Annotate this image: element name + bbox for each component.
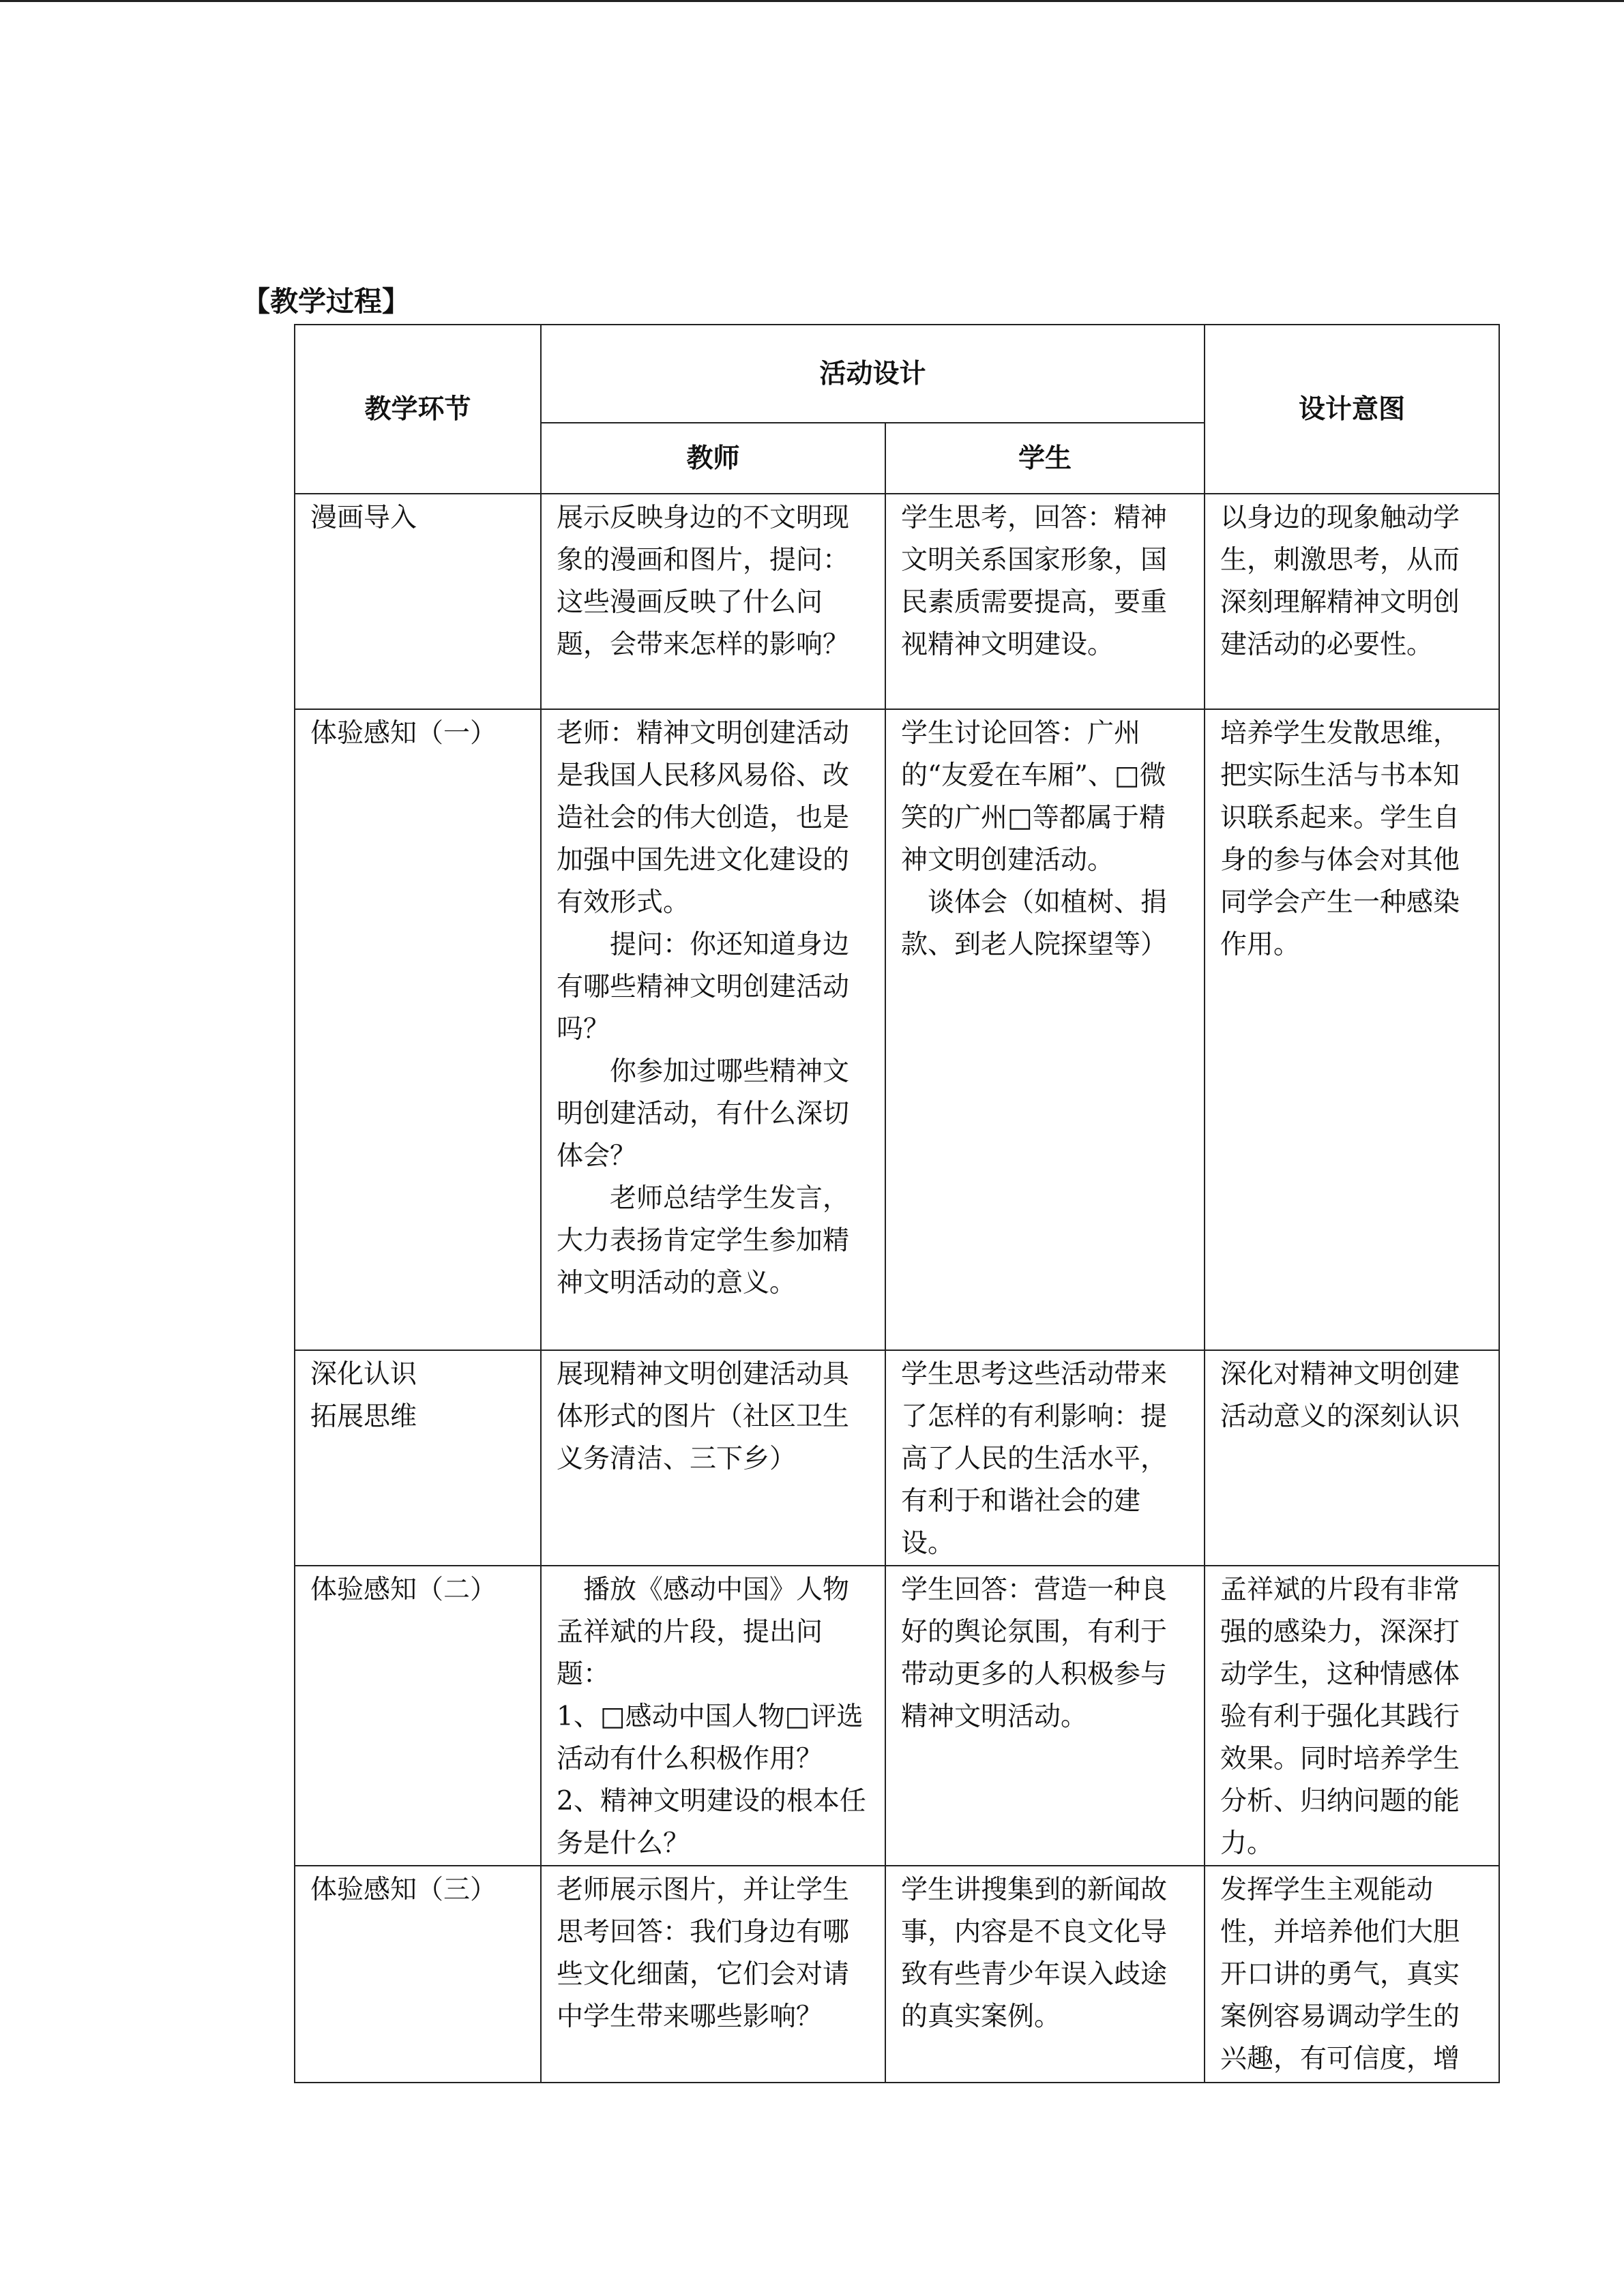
student-cell xyxy=(885,1866,1205,2083)
teacher-text: 提问：你还知道身边有哪些精神文明创建活动吗？ xyxy=(557,929,850,1045)
teacher-cell xyxy=(541,1866,885,2083)
teaching-process-table xyxy=(294,324,1500,2083)
stage-label: 体验感知（二） xyxy=(310,1575,497,1605)
stage-cell xyxy=(295,1866,541,2083)
intent-cell: 培养学生发散思维，把实际生活与书本知识联系起来。学生自身的参与体会对其他同学会产生一种感染作用。 xyxy=(1205,709,1499,1350)
student-cell xyxy=(885,709,1205,1350)
table-row xyxy=(295,1350,1499,1566)
teacher-cell xyxy=(541,494,885,709)
stage-cell xyxy=(295,1350,541,1566)
header-teacher: 教师 xyxy=(541,423,885,494)
stage-label: 体验感知（一） xyxy=(310,718,497,749)
header-student: 学生 xyxy=(885,423,1205,494)
stage-label: 漫画导入 xyxy=(310,503,417,533)
stage-cell xyxy=(295,494,541,709)
section-heading: 【教学过程】 xyxy=(242,285,410,318)
teacher-text: 播放《感动中国》人物孟祥斌的片段，提出问题： xyxy=(557,1575,850,1690)
header-row-top xyxy=(295,325,1499,423)
stage-label: 深化认识 xyxy=(310,1359,417,1390)
teacher-text: 老师展示图片，并让学生思考回答：我们身边有哪些文化细菌，它们会对请中学生带来哪些影响？ xyxy=(557,1875,850,2032)
teacher-text: 老师总结学生发言，大力表扬肯定学生参加精神文明活动的意义。 xyxy=(557,1183,850,1298)
intent-cell: 发挥学生主观能动性，并培养他们大胆开口讲的勇气，真实案例容易调动学生的兴趣，有可信度，增 xyxy=(1205,1866,1499,2083)
stage-label: 拓展思维 xyxy=(310,1401,417,1432)
teacher-cell xyxy=(541,1350,885,1566)
teacher-text: 展示反映身边的不文明现象的漫画和图片，提问：这些漫画反映了什么问题，会带来怎样的影响？ xyxy=(557,503,850,660)
student-cell xyxy=(885,494,1205,709)
teacher-cell xyxy=(541,1566,885,1866)
table-row xyxy=(295,1866,1499,2083)
student-text: 学生思考，回答：精神文明关系国家形象，国民素质需要提高，要重视精神文明建设。 xyxy=(901,503,1168,660)
student-text: 谈体会（如植树、捐款、到老人院探望等） xyxy=(901,887,1168,960)
teacher-text: 老师：精神文明创建活动是我国人民移风易俗、改造社会的伟大创造，也是加强中国先进文化建设的有效形式。 xyxy=(557,718,850,918)
intent-cell: 以身边的现象触动学生，刺激思考，从而深刻理解精神文明创建活动的必要性。 xyxy=(1205,494,1499,709)
table-row xyxy=(295,494,1499,709)
student-text: 学生讲搜集到的新闻故事，内容是不良文化导致有些青少年误入歧途的真实案例。 xyxy=(901,1875,1168,2032)
student-cell xyxy=(885,1566,1205,1866)
stage-cell xyxy=(295,709,541,1350)
teacher-cell xyxy=(541,709,885,1350)
teacher-text: 1、□感动中国人物□评选活动有什么积极作用？ xyxy=(557,1701,863,1774)
teacher-text: 2、精神文明建设的根本任务是什么？ xyxy=(557,1786,866,1859)
stage-label: 体验感知（三） xyxy=(310,1875,497,1905)
header-intent: 设计意图 xyxy=(1205,325,1499,494)
student-text: 学生讨论回答：广州的“友爱在车厢”、□微笑的广州□等都属于精神文明创建活动。 xyxy=(901,718,1166,876)
table-row xyxy=(295,1566,1499,1866)
student-text: 学生思考这些活动带来了怎样的有利影响：提高了人民的生活水平，有利于和谐社会的建设。 xyxy=(901,1359,1168,1559)
intent-cell: 孟祥斌的片段有非常强的感染力，深深打动学生，这种情感体验有利于强化其践行效果。同时培养学生分析、归纳问题的能力。 xyxy=(1205,1566,1499,1866)
table-row xyxy=(295,709,1499,1350)
teacher-text: 你参加过哪些精神文明创建活动，有什么深切体会？ xyxy=(557,1056,850,1172)
stage-cell xyxy=(295,1566,541,1866)
student-text: 学生回答：营造一种良好的舆论氛围，有利于带动更多的人积极参与精神文明活动。 xyxy=(901,1575,1168,1732)
intent-cell: 深化对精神文明创建活动意义的深刻认识 xyxy=(1205,1350,1499,1566)
header-activity: 活动设计 xyxy=(541,325,1205,423)
student-cell xyxy=(885,1350,1205,1566)
teacher-text: 展现精神文明创建活动具体形式的图片（社区卫生义务清洁、三下乡） xyxy=(557,1359,850,1474)
header-stage: 教学环节 xyxy=(295,325,541,494)
top-border-line xyxy=(0,0,1624,2)
